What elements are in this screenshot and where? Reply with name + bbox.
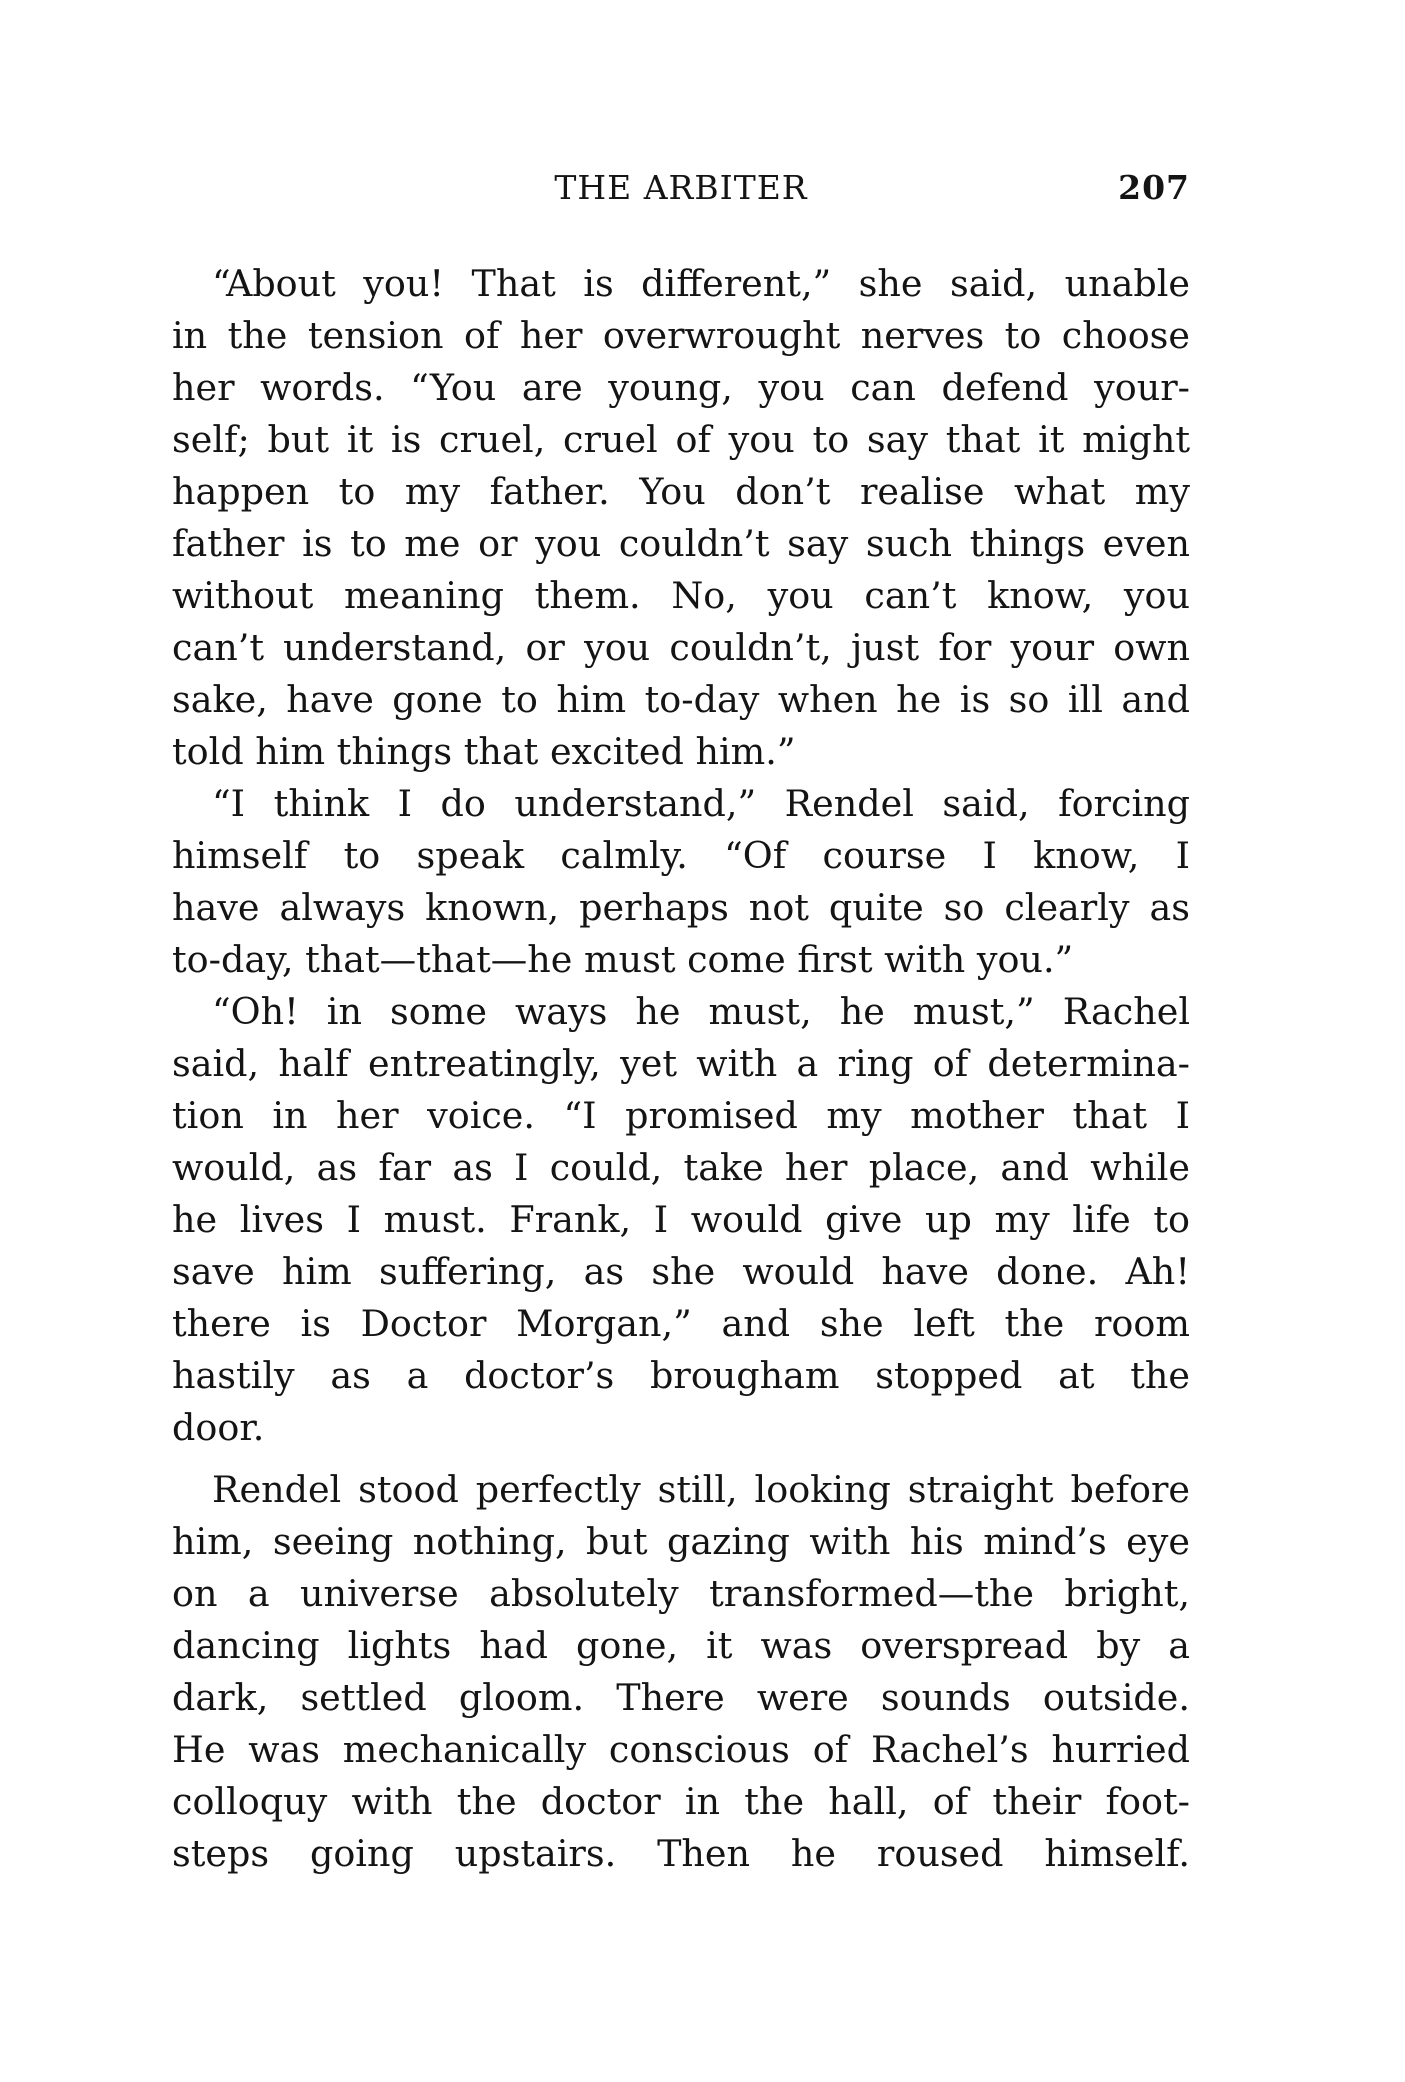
paragraph-gap <box>172 1454 1190 1464</box>
body-text <box>172 258 1190 1880</box>
text-line: without meaning them. No, you can’t know, you <box>172 574 1190 617</box>
text-line: her words. “You are young, you can defend your- <box>172 366 1190 409</box>
text-line: have always known, perhaps not quite so clearly as <box>172 886 1190 929</box>
page-number: 207 <box>1118 168 1190 207</box>
text-line: steps going upstairs. Then he roused himself. <box>172 1832 1190 1875</box>
text-line: “Oh! in some ways he must, he must,” Rachel <box>212 990 1190 1033</box>
paragraph-3 <box>172 986 1190 1454</box>
text-line: said, half entreatingly, yet with a ring of determina- <box>172 1042 1190 1085</box>
text-line: save him suffering, as she would have done. Ah! <box>172 1250 1190 1293</box>
text-line: door. <box>172 1406 265 1449</box>
text-line: himself to speak calmly. “Of course I know, I <box>172 834 1190 877</box>
text-line: colloquy with the doctor in the hall, of their foot- <box>172 1780 1190 1823</box>
text-line: in the tension of her overwrought nerves to choose <box>172 314 1190 357</box>
text-line: tion in her voice. “I promised my mother that I <box>172 1094 1190 1137</box>
text-line: can’t understand, or you couldn’t, just for your own <box>172 626 1190 669</box>
text-line: dark, settled gloom. There were sounds outside. <box>172 1676 1190 1719</box>
paragraph-4 <box>172 1464 1190 1880</box>
paragraph-1 <box>172 258 1190 778</box>
text-line: to-day, that—that—he must come first with you.” <box>172 938 1074 981</box>
text-line: sake, have gone to him to-day when he is so ill and <box>172 678 1190 721</box>
text-line: hastily as a doctor’s brougham stopped at the <box>172 1354 1190 1397</box>
text-line: He was mechanically conscious of Rachel’s hurried <box>172 1728 1190 1771</box>
text-line: Rendel stood perfectly still, looking straight before <box>212 1468 1190 1511</box>
text-line: he lives I must. Frank, I would give up my life to <box>172 1198 1190 1241</box>
text-line: there is Doctor Morgan,” and she left the room <box>172 1302 1190 1345</box>
text-line: told him things that excited him.” <box>172 730 796 773</box>
text-line: would, as far as I could, take her place, and while <box>172 1146 1190 1189</box>
text-line: father is to me or you couldn’t say such things even <box>172 522 1190 565</box>
text-line: self; but it is cruel, cruel of you to say that it might <box>172 418 1190 461</box>
running-head <box>172 168 1190 216</box>
book-page <box>172 0 1190 2082</box>
running-title: THE ARBITER <box>554 168 808 207</box>
text-line: him, seeing nothing, but gazing with his mind’s eye <box>172 1520 1190 1563</box>
text-line: “I think I do understand,” Rendel said, forcing <box>212 782 1190 825</box>
text-line: happen to my father. You don’t realise what my <box>172 470 1190 513</box>
text-line: dancing lights had gone, it was overspread by a <box>172 1624 1190 1667</box>
text-line: on a universe absolutely transformed—the bright, <box>172 1572 1190 1615</box>
paragraph-2 <box>172 778 1190 986</box>
text-line: “About you! That is different,” she said, unable <box>212 262 1190 305</box>
